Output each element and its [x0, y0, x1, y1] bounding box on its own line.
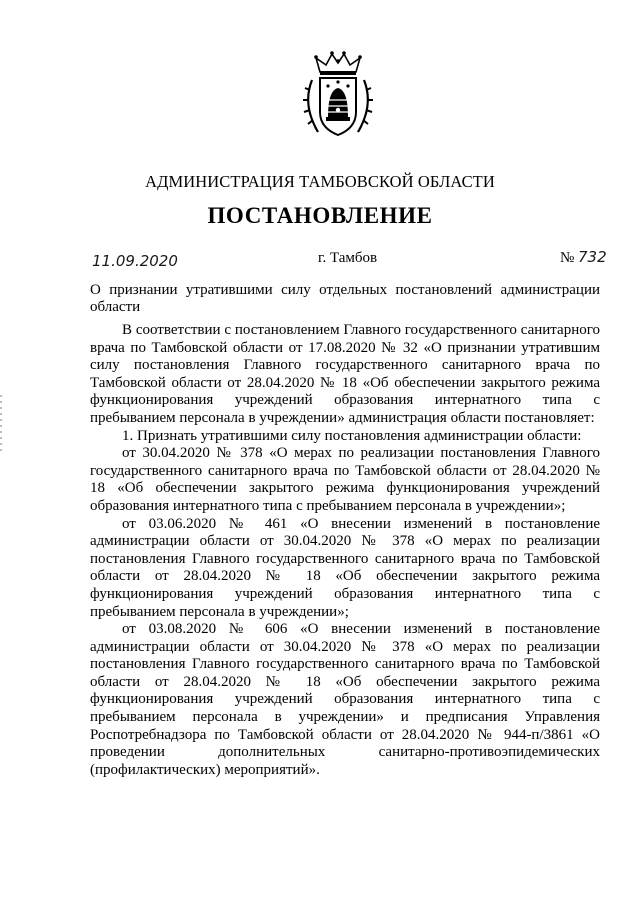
organization-name: АДМИНИСТРАЦИЯ ТАМБОВСКОЙ ОБЛАСТИ — [145, 172, 495, 191]
item-1-c-paragraph: от 03.08.2020 № 606 «О внесении изменений в постановление администрации области от 30.04.2020 № 378 «О мерах по реализации постановления Главного государственного санитарного врача по Тамбовской области от 28.04.2020 № 18 «Об обеспечении закрытого режима функционирования учреждений образования интернатного типа с пребыванием персонала в учреждении» и предписания Управления Роспотребнадзора по Тамбовской области от 28.04.2020 № 944-п/3861 «О проведении дополнительных санитарно-противоэпидемических (профилактических) мероприятий». — [90, 621, 600, 778]
item-1-b-paragraph: от 03.06.2020 № 461 «О внесении изменений в постановление администрации области от 30.04.2020 № 378 «О мерах по реализации постановления Главного государственного санитарного врача по Тамбовской области от 28.04.2020 № 18 «Об обеспечении закрытого режима функционирования учреждений образования интернатного типа с пребыванием персонала в учреждении»; — [90, 515, 600, 620]
item-1-a-paragraph: от 30.04.2020 № 378 «О мерах по реализации постановления Главного государственного санитарного врача по Тамбовской области от 28.04.2020 № 18 «Об обеспечении закрытого режима функционирования учреждений образования интернатного типа с пребыванием персонала в учреждении»; — [90, 445, 600, 514]
document-number-label: № — [560, 250, 575, 266]
preamble-paragraph: В соответствии с постановлением Главного государственного санитарного врача по Тамбовской области от 17.08.2020 № 32 «О признании утратившим силу постановления Главного государственного санитарного врача по Тамбовской области от 28.04.2020 № 18 «Об обеспечении закрытого режима функционирования учреждений образования интернатного типа с пребыванием персонала в учреждении» администрация области постановляет: — [90, 322, 600, 426]
document-subject: О признании утратившими силу отдельных постановлений администрации области — [90, 282, 600, 315]
document-number: 732 — [578, 248, 607, 266]
scan-margin-mark — [0, 395, 2, 455]
document-city: г. Тамбов — [318, 250, 378, 266]
document-type-title: ПОСТАНОВЛЕНИЕ — [207, 203, 433, 228]
item-1-intro: 1. Признать утратившими силу постановления администрации области: — [122, 427, 582, 444]
tambov-coat-of-arms-icon — [298, 50, 378, 140]
document-date: 11.09.2020 — [92, 252, 178, 270]
document-body — [90, 322, 600, 779]
